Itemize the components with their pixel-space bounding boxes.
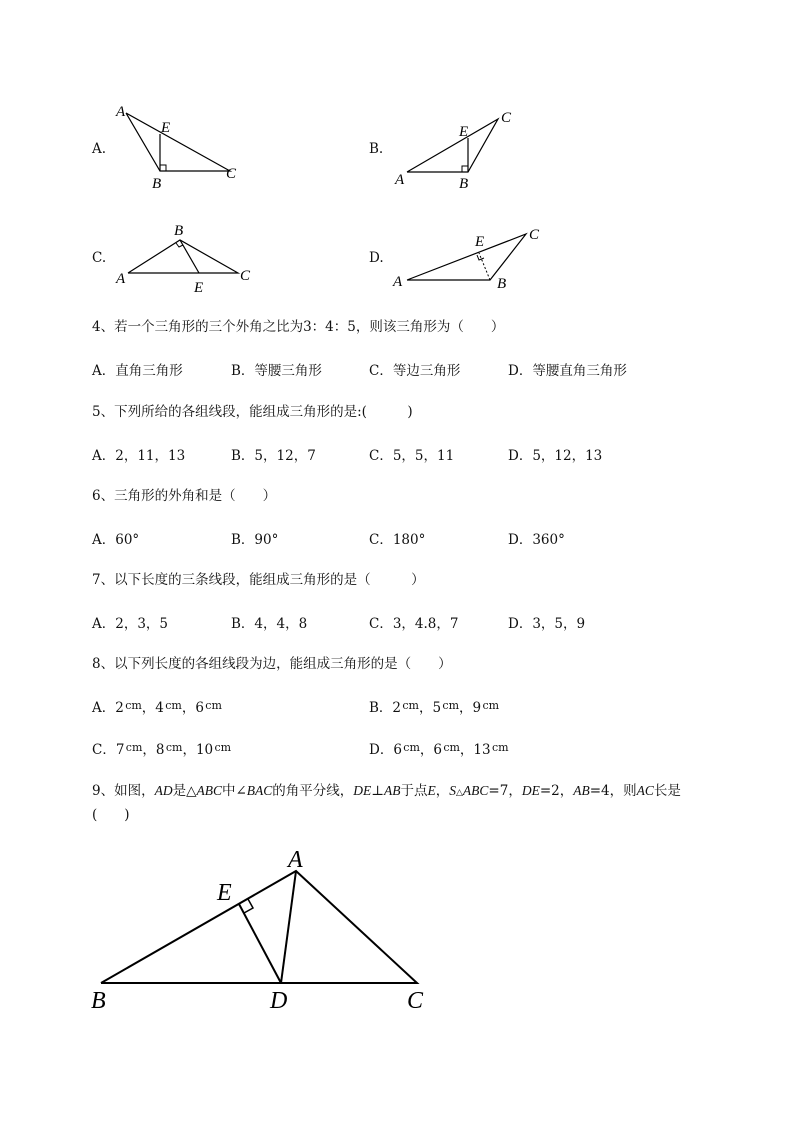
q4-option-a[interactable]: A．直角三角形	[92, 363, 183, 379]
vertex-a-label: A	[393, 274, 403, 290]
figure-option-c-label: C.	[92, 250, 107, 266]
vertex-a-label: A	[116, 104, 126, 120]
q7-option-a[interactable]: A．2，3，5	[92, 616, 169, 632]
vertex-b-label: B	[91, 988, 106, 1014]
figure-option-a-label: A.	[92, 141, 107, 157]
vertex-e-label: E	[475, 234, 485, 250]
q8-option-d[interactable]: D．6 $^{cm}$，6 $^{cm}$，13 $^{cm}$	[369, 741, 509, 758]
angle-bisector-ad	[281, 871, 296, 983]
vertex-c-label: C	[240, 268, 251, 284]
q7-option-d[interactable]: D．3，5，9	[508, 616, 586, 632]
question-5-stem: 5、下列所给的各组线段，能组成三角形的是:( )	[92, 404, 413, 420]
q5-option-c[interactable]: C．5，5，11	[369, 448, 455, 464]
q4-option-b[interactable]: B．等腰三角形	[231, 363, 322, 379]
q7-option-c[interactable]: C．3，4.8，7	[369, 616, 459, 632]
dashed-altitude-be-d	[479, 253, 490, 280]
vertex-c-label: C	[226, 166, 237, 182]
q8-option-a-label: A．	[92, 700, 116, 716]
figure-option-b-label: B.	[369, 141, 384, 157]
triangle-abc-a	[126, 113, 230, 171]
figure-option-b	[390, 102, 530, 197]
vertex-e-label: E	[459, 124, 469, 140]
question-9-figure	[85, 840, 445, 1020]
q6-option-a[interactable]: A．60°	[92, 532, 140, 548]
vertex-b-label: B	[459, 176, 469, 192]
triangle-abc-d	[407, 234, 526, 280]
vertex-e-label: E	[217, 880, 232, 906]
question-6-stem: 6、三角形的外角和是（ ）	[92, 488, 277, 504]
vertex-a-label: A	[288, 847, 303, 873]
vertex-c-label: C	[407, 988, 424, 1014]
q8-option-a[interactable]: A．2 $^{cm}$，4 $^{cm}$，6 $^{cm}$	[92, 699, 222, 716]
vertex-b-label: B	[497, 276, 507, 292]
figure-option-c	[110, 218, 260, 298]
triangle-abc-q9	[101, 871, 417, 983]
vertex-a-label: A	[116, 271, 126, 287]
figure-option-d-label: D.	[369, 250, 384, 266]
vertex-a-label: A	[395, 172, 405, 188]
triangle-abc-b	[407, 119, 498, 172]
q7-option-b[interactable]: B．4，4，8	[231, 616, 308, 632]
q8-option-b-label: B．	[369, 700, 393, 716]
q6-option-c[interactable]: C．180°	[369, 532, 426, 548]
q8-option-c[interactable]: C．7 $^{cm}$，8 $^{cm}$，10 $^{cm}$	[92, 741, 232, 758]
vertex-d-label: D	[270, 988, 288, 1014]
question-8-stem: 8、以下列长度的各组线段为边，能组成三角形的是（ ）	[92, 656, 452, 672]
question-7-stem: 7、以下长度的三条线段，能组成三角形的是（ ）	[92, 572, 425, 588]
right-angle-mark-a	[160, 165, 166, 171]
vertex-b-label: B	[152, 176, 162, 192]
q4-option-c[interactable]: C．等边三角形	[369, 363, 461, 379]
q5-option-d[interactable]: D．5，12，13	[508, 448, 603, 464]
figure-option-a	[110, 98, 260, 193]
q8-option-b[interactable]: B．2 $^{cm}$，5 $^{cm}$，9 $^{cm}$	[369, 699, 500, 716]
q6-option-d[interactable]: D．360°	[508, 532, 565, 548]
q5-option-a[interactable]: A．2，11，13	[92, 448, 186, 464]
figure-option-d	[385, 222, 550, 297]
vertex-c-label: C	[501, 110, 512, 126]
q6-option-b[interactable]: B．90°	[231, 532, 279, 548]
question-9-stem: 9、如图，AD是△ABC中∠BAC的角平分线，DE⊥AB于点E，S△ABC=7，DE=2，AB=4，则AC长是	[92, 783, 681, 799]
vertex-e-label: E	[161, 120, 171, 136]
question-4-stem: 4、若一个三角形的三个外角之比为3：4：5，则该三角形为（ ）	[92, 319, 505, 335]
vertex-b-label: B	[174, 223, 184, 239]
q4-option-d[interactable]: D．等腰直角三角形	[508, 363, 627, 379]
q8-option-c-label: C．	[92, 742, 116, 758]
perpendicular-de	[239, 904, 281, 983]
question-9-paren: ( )	[92, 807, 130, 823]
right-angle-mark-b	[462, 166, 468, 172]
vertex-c-label: C	[529, 227, 540, 243]
vertex-e-label: E	[194, 280, 204, 296]
q8-option-d-label: D．	[369, 742, 394, 758]
q5-option-b[interactable]: B．5，12，7	[231, 448, 316, 464]
